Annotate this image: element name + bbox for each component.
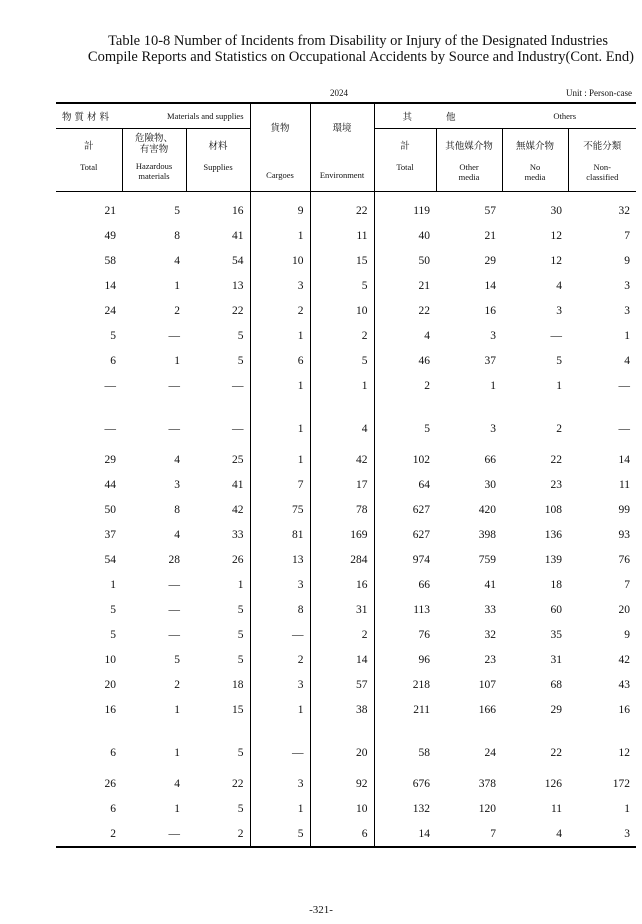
table-title-line-1: Table 10-8 Number of Incidents from Disability or Injury of the Designated Industries xyxy=(108,33,608,49)
table-cell: 3 xyxy=(490,329,497,342)
table-cell: 1 xyxy=(250,398,310,447)
table-row xyxy=(56,248,636,273)
table-cell: 20 xyxy=(310,722,374,771)
table-cell: 78 xyxy=(310,497,374,522)
table-cell: 2 xyxy=(250,298,310,323)
header-others-total-en: Total xyxy=(396,162,414,172)
table-cell: — xyxy=(250,622,310,647)
table-cell: 43 xyxy=(618,678,631,691)
table-cell: 378 xyxy=(478,777,497,790)
table-cell: 4 xyxy=(174,453,180,466)
table-cell: 31 xyxy=(550,653,563,666)
table-cell: 29 xyxy=(550,703,563,716)
table-cell: — xyxy=(250,722,310,771)
header-other-media xyxy=(436,129,502,192)
header-others-group xyxy=(374,103,636,129)
table-cell: 29 xyxy=(104,453,116,466)
table-cell: 26 xyxy=(104,777,116,790)
table-cell: 66 xyxy=(484,453,497,466)
table-cell: 7 xyxy=(250,472,310,497)
table-cell: 29 xyxy=(484,254,497,267)
table-cell: 9 xyxy=(624,628,631,641)
table-row xyxy=(56,497,636,522)
table-cell: 5 xyxy=(110,603,116,616)
table-cell: 58 xyxy=(374,722,436,771)
table-cell: 1 xyxy=(174,703,180,716)
table-cell: 2 xyxy=(174,304,180,317)
table-cell: 37 xyxy=(104,528,116,541)
header-hazardous-zh-1: 危險物、 xyxy=(134,133,173,144)
table-cell: 15 xyxy=(310,248,374,273)
table-row xyxy=(56,273,636,298)
table-cell: 3 xyxy=(624,279,631,292)
table-cell: 26 xyxy=(232,553,244,566)
table-cell: 18 xyxy=(232,678,244,691)
table-cell: 2 xyxy=(374,373,436,398)
unit-label: Unit : Person-case xyxy=(566,88,632,98)
table-cell: 1 xyxy=(174,746,180,759)
table-cell: 37 xyxy=(484,354,497,367)
table-cell: 10 xyxy=(104,653,116,666)
table-cell: 136 xyxy=(544,528,563,541)
table-cell: 44 xyxy=(104,478,116,491)
table-cell: 3 xyxy=(568,821,636,847)
table-cell: 974 xyxy=(374,547,436,572)
table-cell: 284 xyxy=(310,547,374,572)
table-cell: 58 xyxy=(104,254,116,267)
table-cell: 9 xyxy=(250,192,310,224)
header-total-en: Total xyxy=(80,162,98,172)
header-others-zh-1: 其 xyxy=(402,112,413,123)
table-row xyxy=(56,722,636,771)
table-cell: 57 xyxy=(484,204,497,217)
table-cell: 5 xyxy=(110,628,116,641)
table-cell: 5 xyxy=(237,802,244,815)
table-cell: 3 xyxy=(250,771,310,796)
table-cell: 1 xyxy=(110,578,116,591)
table-cell: 6 xyxy=(310,821,374,847)
table-cell: 68 xyxy=(550,678,563,691)
table-cell: 6 xyxy=(110,802,116,815)
table-cell: 1 xyxy=(250,223,310,248)
table-row xyxy=(56,223,636,248)
table-cell: 119 xyxy=(374,192,436,224)
header-cargoes-zh: 貨物 xyxy=(270,123,290,134)
table-cell: 6 xyxy=(110,354,116,367)
table-cell: 16 xyxy=(104,703,116,716)
table-row xyxy=(56,472,636,497)
table-row xyxy=(56,398,636,447)
header-environment-en: Environment xyxy=(319,170,365,180)
table-cell: 420 xyxy=(478,503,497,516)
header-materials-en: Materials and supplies xyxy=(167,111,244,121)
table-cell: 12 xyxy=(618,746,631,759)
table-cell: 16 xyxy=(232,204,244,217)
table-cell: 14 xyxy=(310,647,374,672)
table-cell: 4 xyxy=(374,323,436,348)
table-row xyxy=(56,697,636,722)
table-cell: 11 xyxy=(618,478,631,491)
table-header xyxy=(56,103,636,192)
table-cell: 20 xyxy=(104,678,116,691)
table-cell: 21 xyxy=(374,273,436,298)
table-row xyxy=(56,348,636,373)
table-cell: 2 xyxy=(310,622,374,647)
table-cell: 22 xyxy=(232,777,244,790)
table-cell: 8 xyxy=(174,503,180,516)
table-cell: 4 xyxy=(174,528,180,541)
table-cell: 1 xyxy=(250,323,310,348)
table-cell: 22 xyxy=(374,298,436,323)
table-row xyxy=(56,447,636,472)
header-cargoes xyxy=(250,103,310,192)
table-cell: 5 xyxy=(237,329,244,342)
table-cell: 31 xyxy=(310,597,374,622)
table-cell: 76 xyxy=(374,622,436,647)
header-other-media-zh: 其他媒介物 xyxy=(445,141,493,152)
table-cell: 93 xyxy=(618,528,631,541)
table-cell: 35 xyxy=(550,628,563,641)
table-cell: 92 xyxy=(310,771,374,796)
table-cell: 5 xyxy=(250,821,310,847)
table-cell: 33 xyxy=(484,603,497,616)
header-hazardous-zh-2: 有害物 xyxy=(139,144,169,155)
table-cell: 32 xyxy=(618,204,631,217)
table-cell: 7 xyxy=(436,821,502,847)
table-cell: 5 xyxy=(310,273,374,298)
header-supplies-zh: 材料 xyxy=(208,141,228,152)
table-cell: 627 xyxy=(374,522,436,547)
table-cell: 14 xyxy=(104,279,116,292)
table-cell: 16 xyxy=(484,304,497,317)
table-cell: 5 xyxy=(174,204,180,217)
table-cell: 5 xyxy=(374,398,436,447)
table-cell: 11 xyxy=(310,223,374,248)
table-cell: 40 xyxy=(374,223,436,248)
table-cell: 12 xyxy=(550,254,563,267)
table-cell: 42 xyxy=(618,653,631,666)
header-non-classified-en-2: classified xyxy=(586,172,619,182)
table-cell: 1 xyxy=(250,447,310,472)
table-cell: 24 xyxy=(484,746,497,759)
table-cell: 16 xyxy=(310,572,374,597)
table-row xyxy=(56,597,636,622)
table-cell: 28 xyxy=(168,553,180,566)
table-cell: 33 xyxy=(232,528,244,541)
header-non-classified-en-1: Non- xyxy=(593,162,612,172)
table-cell: 3 xyxy=(250,572,310,597)
header-total-zh: 計 xyxy=(83,141,94,152)
header-environment xyxy=(310,103,374,192)
header-non-classified xyxy=(568,129,636,192)
table-row xyxy=(56,298,636,323)
header-no-media-en-2: media xyxy=(524,172,546,182)
table-row xyxy=(56,572,636,597)
header-cargoes-en: Cargoes xyxy=(266,170,294,180)
table-cell: 25 xyxy=(232,453,244,466)
table-cell: 172 xyxy=(612,777,631,790)
table-cell: 132 xyxy=(374,796,436,821)
table-cell: 60 xyxy=(550,603,563,616)
table-cell: 5 xyxy=(174,653,180,666)
table-cell: 3 xyxy=(624,304,631,317)
table-row xyxy=(56,323,636,348)
header-non-classified-zh: 不能分類 xyxy=(583,141,622,152)
table-cell: 2 xyxy=(250,647,310,672)
header-no-media xyxy=(502,129,568,192)
table-cell: 7 xyxy=(624,578,631,591)
header-others-total-zh: 計 xyxy=(400,141,410,152)
table-cell: 50 xyxy=(374,248,436,273)
table-cell: 1 xyxy=(174,279,180,292)
header-supplies xyxy=(186,129,250,192)
table-cell: — xyxy=(232,379,244,392)
table-cell: 3 xyxy=(174,478,180,491)
table-row xyxy=(56,672,636,697)
header-other-media-en-1: Other xyxy=(459,162,479,172)
table-cell: 398 xyxy=(478,528,497,541)
table-cell: 1 xyxy=(250,373,310,398)
table-cell: 211 xyxy=(374,697,436,722)
table-cell: 1 xyxy=(624,329,631,342)
header-materials-total xyxy=(56,129,122,192)
table-cell: 1 xyxy=(624,802,631,815)
table-cell: 23 xyxy=(550,478,563,491)
header-hazardous-en-2: materials xyxy=(138,171,170,181)
table-cell: 4 xyxy=(310,398,374,447)
table-title-line-2: Compile Reports and Statistics on Occupational Accidents by Source and Industry(Cont. End) xyxy=(87,49,634,65)
table-cell: 75 xyxy=(250,497,310,522)
table-row xyxy=(56,821,636,847)
table-cell: 5 xyxy=(237,746,244,759)
table-cell: 2 xyxy=(174,678,180,691)
year-label: 2024 xyxy=(330,88,348,98)
table-cell: 6 xyxy=(250,348,310,373)
table-cell: 5 xyxy=(110,329,116,342)
table-cell: 3 xyxy=(556,304,563,317)
table-cell: 108 xyxy=(544,503,563,516)
table-cell: 2 xyxy=(186,821,250,847)
table-cell: 32 xyxy=(484,628,497,641)
table-row xyxy=(56,647,636,672)
table-row xyxy=(56,192,636,224)
table-cell: 22 xyxy=(550,746,563,759)
table-cell: 1 xyxy=(250,697,310,722)
header-supplies-en: Supplies xyxy=(203,162,233,172)
table-cell: 2 xyxy=(56,821,122,847)
table-cell: 22 xyxy=(310,192,374,224)
table-row xyxy=(56,771,636,796)
table-cell: 4 xyxy=(502,821,568,847)
table-cell: 1 xyxy=(310,373,374,398)
data-table xyxy=(56,102,636,848)
table-cell: 169 xyxy=(310,522,374,547)
table-cell: 10 xyxy=(250,248,310,273)
table-cell: 66 xyxy=(374,572,436,597)
table-cell: 6 xyxy=(110,746,116,759)
table-cell: 1 xyxy=(556,379,563,392)
table-cell: 50 xyxy=(104,503,116,516)
table-cell: 627 xyxy=(374,497,436,522)
table-cell: 8 xyxy=(250,597,310,622)
header-other-media-en-2: media xyxy=(458,172,480,182)
table-cell: — xyxy=(618,379,631,392)
table-cell: 1 xyxy=(174,802,180,815)
table-cell: 5 xyxy=(556,354,563,367)
table-cell: 5 xyxy=(310,348,374,373)
table-cell: 14 xyxy=(374,821,436,847)
table-cell: 18 xyxy=(550,578,563,591)
table-cell: 5 xyxy=(237,628,244,641)
table-cell: — xyxy=(104,422,116,435)
table-cell: 9 xyxy=(624,254,631,267)
table-cell: 41 xyxy=(232,229,244,242)
table-cell: — xyxy=(104,379,116,392)
table-cell: — xyxy=(550,329,563,342)
table-cell: 3 xyxy=(250,672,310,697)
table-cell: 10 xyxy=(310,796,374,821)
table-cell: 17 xyxy=(310,472,374,497)
table-cell: — xyxy=(168,379,180,392)
table-cell: — xyxy=(232,422,244,435)
table-cell: 24 xyxy=(104,304,116,317)
table-cell: 4 xyxy=(624,354,631,367)
data-table-container xyxy=(56,102,636,848)
table-cell: 107 xyxy=(478,678,497,691)
page-number: -321- xyxy=(309,904,333,916)
table-cell: 15 xyxy=(232,703,244,716)
table-cell: 1 xyxy=(237,578,244,591)
table-cell: 2 xyxy=(310,323,374,348)
table-cell: 23 xyxy=(484,653,497,666)
table-cell: 4 xyxy=(556,279,563,292)
table-cell: 3 xyxy=(490,422,497,435)
table-cell: — xyxy=(168,603,180,616)
table-cell: 1 xyxy=(174,354,180,367)
table-cell: 113 xyxy=(374,597,436,622)
table-cell: — xyxy=(618,422,631,435)
table-cell: 5 xyxy=(237,603,244,616)
table-cell: 21 xyxy=(104,204,116,217)
table-cell: 1 xyxy=(490,379,497,392)
table-body xyxy=(56,192,636,848)
table-cell: 166 xyxy=(478,703,497,716)
table-cell: 4 xyxy=(174,254,180,267)
table-cell: 41 xyxy=(484,578,497,591)
table-cell: 14 xyxy=(618,453,631,466)
table-cell: 139 xyxy=(544,553,563,566)
table-cell: — xyxy=(122,821,186,847)
header-others-zh-2: 他 xyxy=(446,112,456,123)
table-cell: — xyxy=(168,422,180,435)
table-cell: 54 xyxy=(232,254,244,267)
table-cell: 30 xyxy=(484,478,497,491)
table-cell: 64 xyxy=(374,472,436,497)
table-cell: 22 xyxy=(550,453,563,466)
header-others-en: Others xyxy=(553,111,577,121)
table-cell: 10 xyxy=(310,298,374,323)
header-materials-zh: 物 質 材 料 xyxy=(62,112,110,123)
table-cell: 16 xyxy=(618,703,631,716)
table-cell: — xyxy=(168,329,180,342)
table-cell: 3 xyxy=(250,273,310,298)
table-cell: 4 xyxy=(174,777,180,790)
table-cell: 8 xyxy=(174,229,180,242)
table-cell: 218 xyxy=(374,672,436,697)
table-cell: 2 xyxy=(556,422,563,435)
table-cell: 12 xyxy=(550,229,563,242)
table-cell: 96 xyxy=(374,647,436,672)
table-row xyxy=(56,622,636,647)
table-row xyxy=(56,796,636,821)
table-cell: 13 xyxy=(250,547,310,572)
table-cell: 676 xyxy=(374,771,436,796)
table-cell: 102 xyxy=(374,447,436,472)
table-cell: — xyxy=(168,628,180,641)
table-cell: 99 xyxy=(618,503,631,516)
table-cell: 14 xyxy=(484,279,497,292)
table-cell: 1 xyxy=(250,796,310,821)
table-cell: 49 xyxy=(104,229,116,242)
table-cell: 81 xyxy=(250,522,310,547)
table-cell: 42 xyxy=(310,447,374,472)
table-row xyxy=(56,547,636,572)
table-cell: 57 xyxy=(310,672,374,697)
table-cell: 21 xyxy=(484,229,497,242)
table-cell: — xyxy=(168,578,180,591)
table-cell: 41 xyxy=(232,478,244,491)
header-hazardous xyxy=(122,129,186,192)
table-cell: 120 xyxy=(478,802,497,815)
table-row xyxy=(56,373,636,398)
header-no-media-en-1: No xyxy=(529,162,541,172)
table-cell: 5 xyxy=(237,653,244,666)
header-hazardous-en-1: Hazardous xyxy=(135,161,173,171)
table-cell: 22 xyxy=(232,304,244,317)
header-materials-group xyxy=(56,103,250,129)
table-cell: 30 xyxy=(550,204,563,217)
table-cell: 76 xyxy=(618,553,631,566)
table-cell: 42 xyxy=(232,503,244,516)
table-cell: 5 xyxy=(237,354,244,367)
table-cell: 38 xyxy=(310,697,374,722)
table-cell: 7 xyxy=(624,229,631,242)
table-cell: 759 xyxy=(478,553,497,566)
table-cell: 54 xyxy=(104,553,116,566)
table-cell: 46 xyxy=(374,348,436,373)
table-cell: 126 xyxy=(544,777,563,790)
table-cell: 13 xyxy=(232,279,244,292)
table-cell: 20 xyxy=(618,603,631,616)
table-row xyxy=(56,522,636,547)
header-no-media-zh: 無媒介物 xyxy=(516,141,555,152)
table-cell: 11 xyxy=(550,802,563,815)
header-others-total xyxy=(374,129,436,192)
header-environment-zh: 環境 xyxy=(332,123,352,134)
